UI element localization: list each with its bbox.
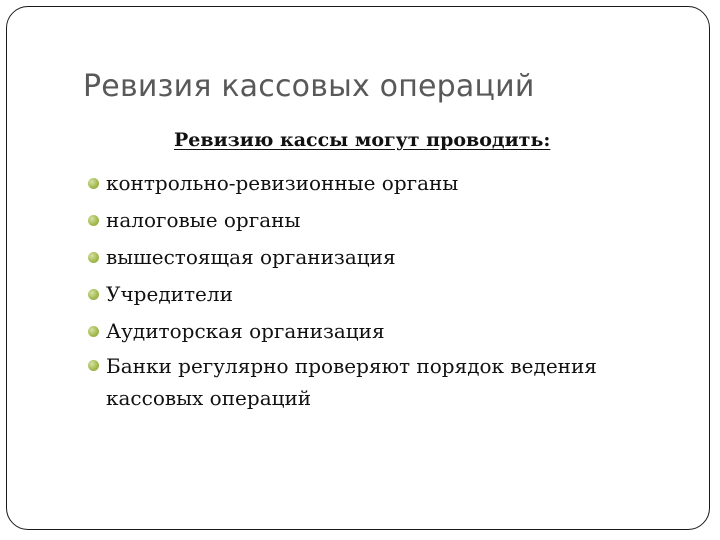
subheading: Ревизию кассы могут проводить: (174, 129, 551, 151)
slide-title: Ревизия кассовых операций (83, 69, 535, 104)
bullet-dot-icon (88, 326, 99, 337)
bullet-text: Учредители (106, 282, 233, 306)
list-item (85, 165, 685, 202)
list-item (85, 239, 685, 276)
bullet-text: вышестоящая организация (106, 245, 396, 269)
bullet-dot-icon (88, 289, 99, 300)
list-item (85, 350, 685, 414)
list-item (85, 276, 685, 313)
bullet-list (85, 165, 685, 414)
bullet-dot-icon (88, 252, 99, 263)
list-item (85, 202, 685, 239)
bullet-dot-icon (88, 215, 99, 226)
bullet-text: Банки регулярно проверяют порядок ведения кассовых операций (106, 354, 597, 410)
bullet-text: налоговые органы (106, 208, 301, 232)
slide-frame (6, 6, 710, 530)
bullet-dot-icon (88, 360, 99, 371)
list-item (85, 313, 685, 350)
bullet-text: контрольно-ревизионные органы (106, 171, 459, 195)
bullet-dot-icon (88, 178, 99, 189)
bullet-text: Аудиторская организация (106, 319, 385, 343)
